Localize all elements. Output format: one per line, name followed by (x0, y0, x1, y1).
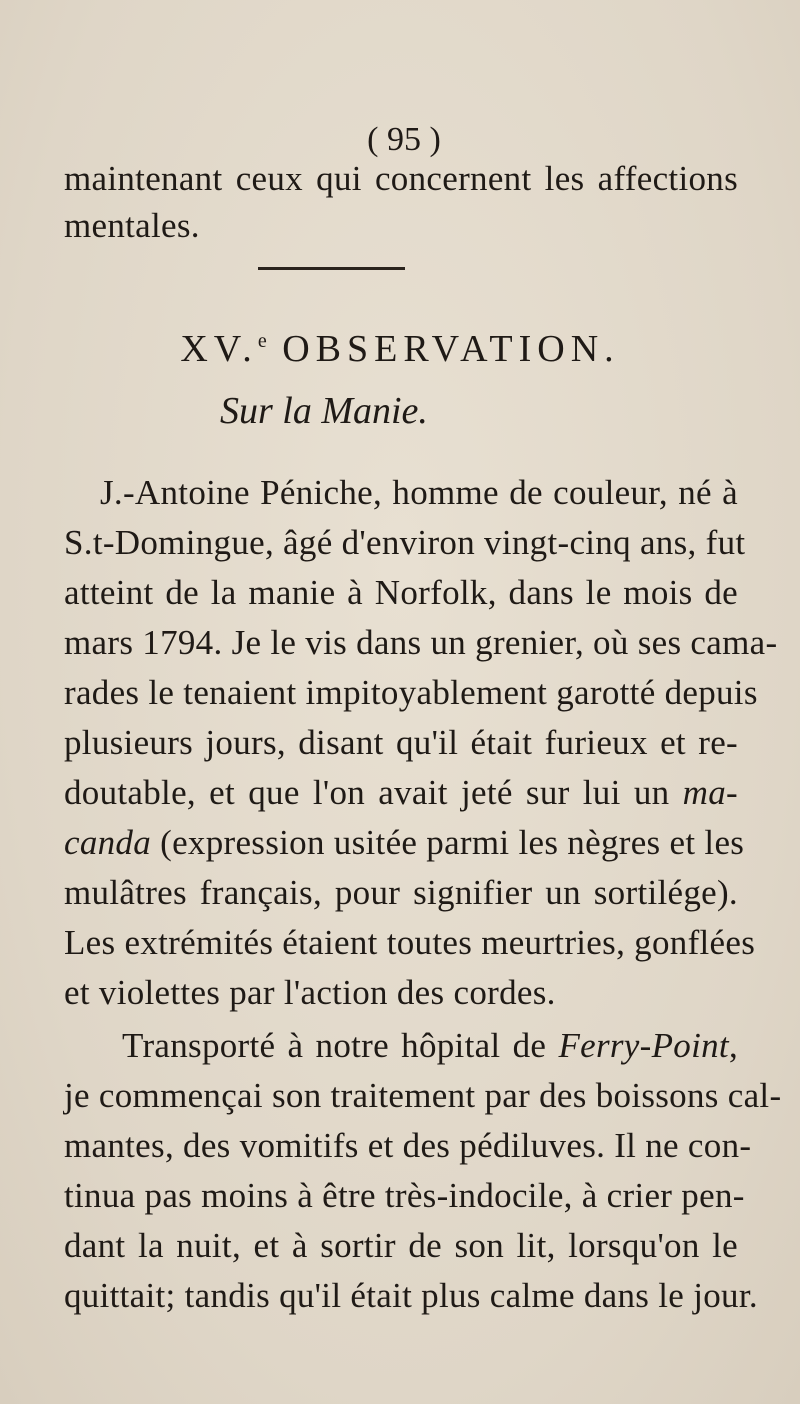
paragraph1-line-5: rades le tenaient impitoyablement garotté depuis (64, 673, 758, 712)
section-heading (100, 318, 700, 372)
heading-title: OBSERVATION. (266, 328, 620, 370)
paragraph1-line-1: J.-Antoine Péniche, homme de couleur, né à (100, 473, 738, 512)
section-subheading: Sur la Manie. (220, 390, 428, 432)
paragraph1-line-7-italic: ma- (682, 773, 738, 812)
intro-line-1: maintenant ceux qui concernent les affections (64, 159, 738, 198)
paragraph1-line-10: Les extrémités étaient toutes meurtries, gonflées (64, 923, 756, 962)
paragraph1-line-9: mulâtres français, pour signifier un sortilége). (64, 873, 738, 912)
heading-numeral: XV. (180, 328, 258, 370)
page-number: ( 95 ) (367, 121, 441, 158)
paragraph1-line-8 (64, 822, 745, 864)
paragraph2-line-5: dant la nuit, et à sortir de son lit, lorsqu'on le (64, 1226, 738, 1265)
paragraph2-line-1 (122, 1025, 738, 1067)
paragraph1-line-7-text: doutable, et que l'on avait jeté sur lui un (64, 773, 670, 812)
place-comma: , (728, 1026, 738, 1065)
paragraph1-line-8-italic: canda (64, 823, 152, 862)
paragraph2-line-2: je commençai son traitement par des boissons cal- (64, 1076, 782, 1115)
paragraph1-line-2: S.t-Domingue, âgé d'environ vingt-cinq ans, fut (64, 523, 746, 562)
paragraph2-line-6: quittait; tandis qu'il était plus calme dans le jour. (64, 1276, 758, 1315)
paragraph1-line-3: atteint de la manie à Norfolk, dans le mois de (64, 573, 738, 612)
paragraph1-line-6: plusieurs jours, disant qu'il était furieux et re- (64, 723, 738, 762)
paragraph2-line-4: tinua pas moins à être très-indocile, à crier pen- (64, 1176, 745, 1215)
section-divider (258, 267, 405, 270)
paragraph1-line-11: et violettes par l'action des cordes. (64, 973, 556, 1012)
place-name: Ferry-Point (558, 1026, 729, 1065)
paragraph2-line-1-text: Transporté à notre hôpital de (122, 1026, 547, 1065)
intro-line-2: mentales. (64, 206, 200, 245)
paragraph1-line-8-text: (expression usitée parmi les nègres et les (160, 823, 745, 862)
heading-superscript: e (257, 330, 267, 352)
paragraph1-line-4: mars 1794. Je le vis dans un grenier, où ses cama- (64, 623, 778, 662)
paragraph2-line-3: mantes, des vomitifs et des pédiluves. Il ne con- (64, 1126, 752, 1165)
paragraph1-line-7 (64, 772, 738, 814)
paragraph2-line-1-place (558, 1026, 738, 1065)
